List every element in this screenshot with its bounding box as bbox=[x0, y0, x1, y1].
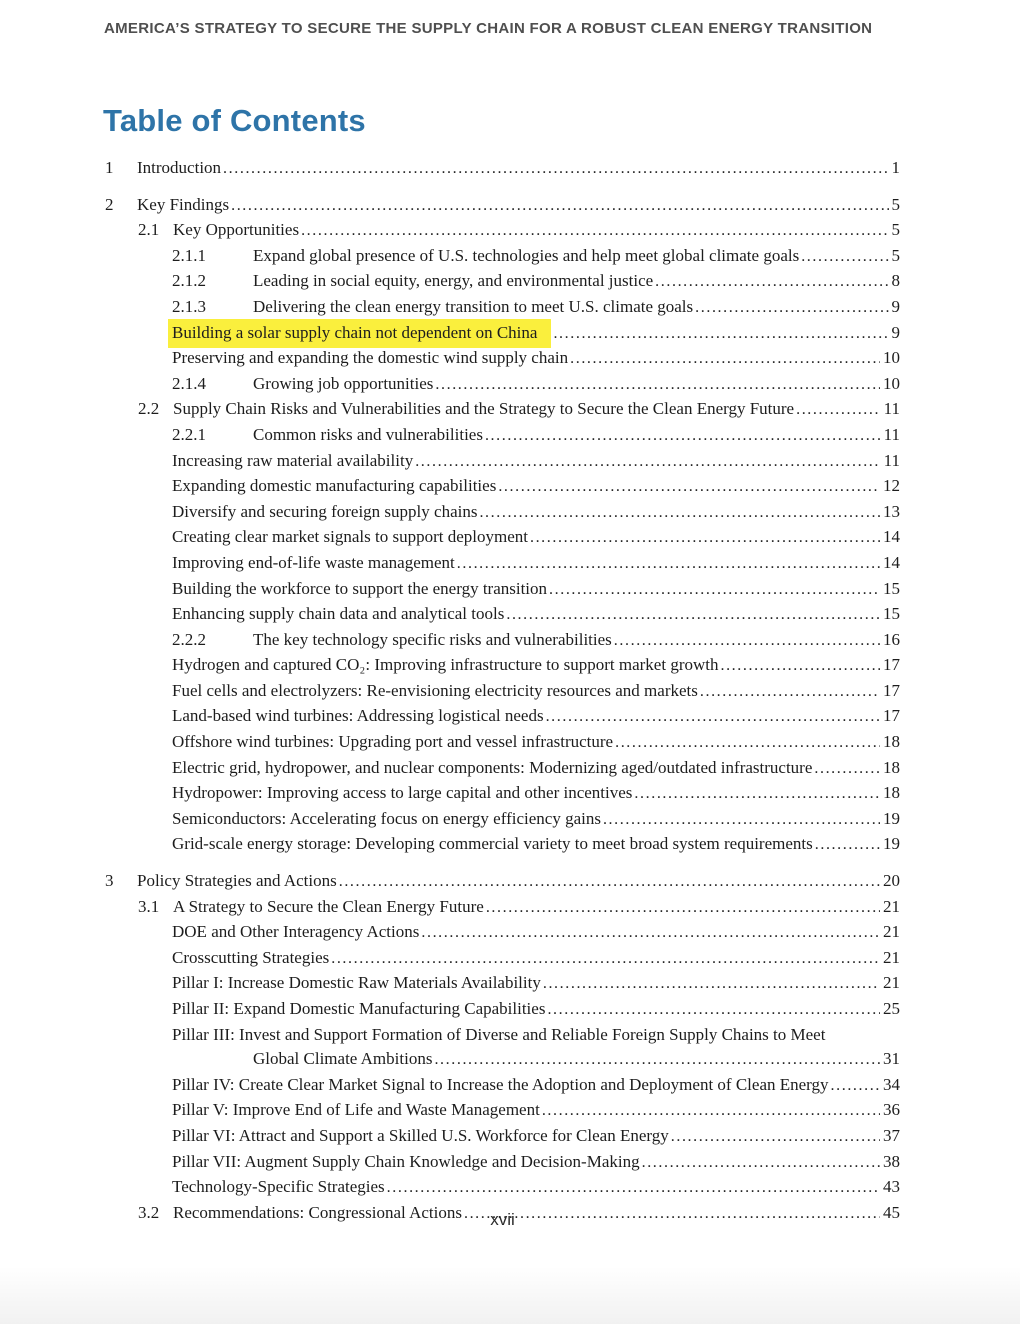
toc-dot-leader bbox=[485, 423, 881, 449]
toc-entry-title: Building the workforce to support the energy transition bbox=[172, 578, 548, 598]
toc-entry-title: Electric grid, hydropower, and nuclear components: Modernizing aged/outdated infrastructure bbox=[172, 757, 813, 777]
toc-entry-row bbox=[172, 1023, 900, 1048]
toc-dot-leader bbox=[642, 1150, 880, 1176]
toc-entry[interactable] bbox=[105, 218, 900, 244]
toc-entry-row bbox=[172, 730, 900, 756]
toc-entry-title: Pillar III: Invest and Support Formation of Diverse and Reliable Foreign Supply Chains to Meet bbox=[172, 1024, 826, 1044]
toc-entry-page-number: 31 bbox=[883, 1049, 900, 1069]
toc-entry-title: Delivering the clean energy transition to meet U.S. climate goals bbox=[253, 296, 694, 316]
toc-entry[interactable] bbox=[105, 423, 900, 449]
toc-entry-title: Expanding domestic manufacturing capabilities bbox=[172, 476, 497, 496]
toc-entry-title: A Strategy to Secure the Clean Energy Future bbox=[173, 896, 484, 916]
toc-dot-leader bbox=[614, 628, 880, 654]
toc-dot-leader bbox=[435, 372, 880, 398]
toc-entry-row bbox=[172, 551, 900, 577]
toc-dot-leader bbox=[339, 869, 880, 895]
toc-entry[interactable] bbox=[105, 946, 900, 972]
toc-dot-leader bbox=[387, 1175, 880, 1201]
toc-entry-row bbox=[172, 372, 900, 398]
toc-dot-leader bbox=[603, 807, 880, 833]
toc-entry-row bbox=[172, 449, 900, 475]
toc-entry-number: 2.1.2 bbox=[172, 271, 206, 291]
toc-entry-row bbox=[172, 525, 900, 551]
toc-dot-leader bbox=[506, 602, 880, 628]
toc-entry[interactable] bbox=[105, 895, 900, 921]
toc-dot-leader bbox=[815, 832, 880, 858]
toc-entry-page-number: 10 bbox=[883, 373, 900, 393]
toc-entry-title: Building a solar supply chain not dependent on China bbox=[168, 319, 551, 349]
toc-entry-row bbox=[172, 628, 900, 654]
toc-entry-row bbox=[172, 832, 900, 858]
toc-dot-leader bbox=[223, 156, 888, 182]
toc-entry-title: Introduction bbox=[137, 158, 222, 177]
toc-dot-leader bbox=[546, 704, 880, 730]
toc-dot-leader bbox=[634, 781, 880, 807]
toc-dot-leader bbox=[671, 1124, 880, 1150]
toc-entry-number: 2 bbox=[105, 194, 114, 214]
toc-entry-title: Fuel cells and electrolyzers: Re-envisioning electricity resources and markets bbox=[172, 680, 698, 700]
toc-entry-page-number: 17 bbox=[883, 706, 900, 726]
toc-entry-continuation-title: Global Climate Ambitions bbox=[253, 1049, 433, 1069]
toc-entry-page-number: 15 bbox=[883, 604, 900, 624]
toc-entry-number: 3.1 bbox=[138, 896, 160, 916]
toc-entry-row bbox=[105, 869, 900, 895]
toc-entry[interactable] bbox=[105, 704, 900, 730]
toc-entry[interactable] bbox=[105, 397, 900, 423]
toc-entry-row bbox=[172, 1124, 900, 1150]
toc-entry-row bbox=[172, 346, 900, 372]
toc-entry[interactable] bbox=[105, 920, 900, 946]
toc-entry[interactable] bbox=[105, 971, 900, 997]
toc-entry-title: Expand global presence of U.S. technologies and help meet global climate goals bbox=[253, 245, 800, 265]
toc-entry-title: Diversify and securing foreign supply chains bbox=[172, 501, 478, 521]
toc-entry-row bbox=[172, 704, 900, 730]
toc-entry-page-number: 8 bbox=[891, 271, 900, 291]
toc-dot-leader bbox=[301, 218, 888, 244]
toc-entry[interactable] bbox=[105, 525, 900, 551]
toc-entry-title: Hydropower: Improving access to large capital and other incentives bbox=[172, 783, 633, 803]
toc-entry-page-number: 11 bbox=[883, 424, 900, 444]
toc-entry[interactable] bbox=[105, 1098, 900, 1124]
toc-entry-page-number: 43 bbox=[883, 1177, 900, 1197]
toc-entry[interactable] bbox=[105, 1023, 900, 1073]
toc-entry-row bbox=[172, 269, 900, 295]
toc-entry-page-number: 5 bbox=[891, 194, 900, 214]
toc-entry-row bbox=[172, 1073, 900, 1099]
toc-entry-number: 2.2.1 bbox=[172, 424, 206, 444]
toc-entry[interactable] bbox=[105, 679, 900, 705]
toc-entry-row bbox=[172, 1098, 900, 1124]
page-bottom-shadow bbox=[0, 1266, 1020, 1324]
page-title: Table of Contents bbox=[103, 103, 366, 138]
toc-entry[interactable] bbox=[105, 474, 900, 500]
toc-entry-title: Hydrogen and captured CO₂: Improving infrastructure to support market growth bbox=[172, 655, 719, 675]
toc-entry-row bbox=[172, 602, 900, 628]
toc-entry-title: Pillar II: Expand Domestic Manufacturing Capabilities bbox=[172, 999, 546, 1018]
toc-dot-leader bbox=[796, 397, 881, 423]
toc-entry-page-number: 10 bbox=[883, 348, 900, 368]
toc-entry[interactable] bbox=[105, 653, 900, 679]
toc-dot-leader bbox=[831, 1073, 880, 1099]
toc-dot-leader bbox=[498, 474, 880, 500]
toc-entry[interactable] bbox=[105, 730, 900, 756]
toc-dot-leader bbox=[331, 946, 880, 972]
toc-entry-title: Enhancing supply chain data and analytical tools bbox=[172, 604, 505, 624]
toc-entry-title: Preserving and expanding the domestic wind supply chain bbox=[172, 348, 569, 368]
toc-entry-row bbox=[172, 474, 900, 500]
toc-entry-page-number: 17 bbox=[883, 680, 900, 700]
toc-entry-number: 3 bbox=[105, 871, 114, 891]
toc-entry-number: 2.1 bbox=[138, 220, 160, 240]
toc-entry-row bbox=[172, 807, 900, 833]
toc-entry[interactable] bbox=[105, 807, 900, 833]
toc-entry-row bbox=[172, 1150, 900, 1176]
toc-entry-page-number: 5 bbox=[891, 245, 900, 265]
toc-entry-title: Key Findings bbox=[137, 194, 230, 214]
toc-entry-page-number: 9 bbox=[891, 322, 900, 342]
toc-entry-number: 2.1.4 bbox=[172, 373, 206, 393]
toc-entry[interactable] bbox=[105, 295, 900, 321]
toc-entry-row bbox=[172, 244, 900, 270]
toc-entry-row bbox=[138, 218, 900, 244]
toc-entry-title: Offshore wind turbines: Upgrading port and vessel infrastructure bbox=[172, 732, 614, 752]
toc-dot-leader bbox=[421, 920, 880, 946]
toc-entry-number: 2.1.3 bbox=[172, 296, 206, 316]
toc-entry-page-number: 25 bbox=[883, 999, 900, 1018]
toc-entry[interactable] bbox=[105, 1150, 900, 1176]
toc-entry[interactable] bbox=[105, 372, 900, 398]
toc-dot-leader bbox=[479, 500, 880, 526]
toc-entry-page-number: 20 bbox=[883, 871, 900, 891]
toc-entry-title: Creating clear market signals to support deployment bbox=[172, 527, 528, 547]
toc-entry-row bbox=[172, 997, 900, 1023]
toc-entry-page-number: 11 bbox=[883, 399, 900, 419]
toc-entry-title: Pillar I: Increase Domestic Raw Materials Availability bbox=[172, 973, 541, 993]
toc-dot-leader bbox=[549, 577, 880, 603]
toc-entry-title: Land-based wind turbines: Addressing logistical needs bbox=[172, 706, 544, 726]
toc-entry-page-number: 36 bbox=[883, 1100, 900, 1120]
toc-entry-title: Pillar IV: Create Clear Market Signal to Increase the Adoption and Deployment of Clean Energy bbox=[172, 1074, 829, 1094]
toc-entry-row bbox=[172, 679, 900, 705]
footer-page-number: xvii bbox=[490, 1210, 515, 1229]
toc-entry-title: Improving end-of-life waste management bbox=[172, 552, 455, 572]
toc-entry[interactable] bbox=[105, 551, 900, 577]
toc-dot-leader bbox=[655, 269, 888, 295]
toc-entry-page-number: 19 bbox=[883, 808, 900, 828]
toc-entry-title: The key technology specific risks and vulnerabilities bbox=[253, 629, 612, 649]
toc-entry-row bbox=[105, 193, 900, 219]
toc-entry-page-number: 5 bbox=[891, 220, 900, 240]
toc-entry-page-number: 1 bbox=[891, 158, 900, 177]
toc-dot-leader bbox=[547, 997, 880, 1023]
toc-entry[interactable] bbox=[105, 1073, 900, 1099]
toc-entry-page-number: 21 bbox=[883, 896, 900, 916]
toc-entry-page-number: 18 bbox=[883, 757, 900, 777]
toc-entry-page-number: 14 bbox=[883, 552, 900, 572]
toc-entry-row bbox=[138, 397, 900, 423]
toc-entry-title: Pillar VII: Augment Supply Chain Knowledge and Decision-Making bbox=[172, 1151, 640, 1171]
toc-dot-leader bbox=[542, 1098, 880, 1124]
toc-dot-leader bbox=[814, 756, 880, 782]
running-header: AMERICA’S STRATEGY TO SECURE THE SUPPLY CHAIN FOR A ROBUST CLEAN ENERGY TRANSITION bbox=[104, 20, 873, 37]
toc-entry-number: 2.2 bbox=[138, 399, 160, 419]
toc-entry-number: 3.2 bbox=[138, 1202, 160, 1222]
toc-entry[interactable] bbox=[105, 602, 900, 628]
toc-entry-page-number: 18 bbox=[883, 783, 900, 803]
toc-entry[interactable] bbox=[105, 1175, 900, 1201]
toc-dot-leader bbox=[801, 244, 888, 270]
toc-entry-title: Common risks and vulnerabilities bbox=[253, 424, 483, 444]
toc-entry[interactable] bbox=[105, 269, 900, 295]
toc-entry[interactable] bbox=[105, 869, 900, 895]
toc-entry-row bbox=[172, 971, 900, 997]
toc-entry-page-number: 37 bbox=[883, 1125, 900, 1145]
toc-entry-row bbox=[105, 156, 900, 182]
toc-dot-leader bbox=[700, 679, 880, 705]
toc-entry-page-number: 15 bbox=[883, 578, 900, 598]
toc-dot-leader bbox=[553, 321, 888, 347]
toc-entry-row bbox=[172, 500, 900, 526]
toc-entry[interactable] bbox=[105, 577, 900, 603]
toc-entry-page-number: 9 bbox=[891, 296, 900, 316]
toc-dot-leader bbox=[530, 525, 880, 551]
toc-entry[interactable] bbox=[105, 244, 900, 270]
toc-entry-page-number: 16 bbox=[883, 629, 900, 649]
toc-entry-number: 1 bbox=[105, 158, 114, 177]
toc-entry-page-number: 17 bbox=[883, 655, 900, 675]
toc-entry-page-number: 21 bbox=[883, 973, 900, 993]
toc-entry[interactable] bbox=[105, 156, 900, 182]
toc-dot-leader bbox=[570, 346, 880, 372]
toc-entry-page-number: 12 bbox=[883, 476, 900, 496]
toc-list bbox=[105, 156, 900, 1226]
toc-entry-title: DOE and Other Interagency Actions bbox=[172, 922, 420, 942]
toc-entry-title: Growing job opportunities bbox=[253, 373, 434, 393]
toc-entry-title: Key Opportunities bbox=[173, 220, 300, 240]
toc-entry-title: Grid-scale energy storage: Developing commercial variety to meet broad system requirements bbox=[172, 834, 813, 854]
toc-dot-leader bbox=[720, 653, 880, 679]
toc-entry-title: Increasing raw material availability bbox=[172, 450, 414, 470]
toc-dot-leader bbox=[415, 449, 880, 475]
toc-dot-leader bbox=[434, 1047, 880, 1073]
toc-entry[interactable] bbox=[105, 321, 900, 347]
toc-entry[interactable] bbox=[105, 346, 900, 372]
toc-entry-page-number: 45 bbox=[883, 1202, 900, 1222]
toc-dot-leader bbox=[543, 971, 880, 997]
toc-entry-title: Leading in social equity, energy, and environmental justice bbox=[253, 271, 654, 291]
toc-entry[interactable] bbox=[105, 832, 900, 858]
toc-entry-row bbox=[172, 1175, 900, 1201]
toc-dot-leader bbox=[231, 193, 888, 219]
toc-entry-continuation-row bbox=[172, 1047, 900, 1073]
toc-entry-row bbox=[172, 781, 900, 807]
toc-entry-title: Recommendations: Congressional Actions bbox=[173, 1202, 462, 1222]
toc-entry-number: 2.2.2 bbox=[172, 629, 206, 649]
toc-entry[interactable] bbox=[105, 781, 900, 807]
toc-entry-row bbox=[172, 653, 900, 679]
toc-entry-page-number: 21 bbox=[883, 947, 900, 967]
toc-entry-page-number: 14 bbox=[883, 527, 900, 547]
toc-entry-title: Semiconductors: Accelerating focus on energy efficiency gains bbox=[172, 808, 601, 828]
toc-entry-row bbox=[172, 946, 900, 972]
toc-entry[interactable] bbox=[105, 500, 900, 526]
toc-entry-row bbox=[172, 423, 900, 449]
toc-entry[interactable] bbox=[105, 1124, 900, 1150]
toc-entry-title: Crosscutting Strategies bbox=[172, 947, 330, 967]
toc-entry-row bbox=[172, 295, 900, 321]
toc-entry-row bbox=[172, 756, 900, 782]
toc-entry-page-number: 19 bbox=[883, 834, 900, 854]
toc-entry-page-number: 38 bbox=[883, 1151, 900, 1171]
toc-dot-leader bbox=[615, 730, 880, 756]
toc-entry-page-number: 18 bbox=[883, 732, 900, 752]
toc-entry[interactable] bbox=[105, 756, 900, 782]
toc-entry-row bbox=[172, 920, 900, 946]
toc-entry-row bbox=[172, 321, 900, 347]
toc-entry-row bbox=[172, 577, 900, 603]
toc-dot-leader bbox=[457, 551, 880, 577]
toc-entry-title: Policy Strategies and Actions bbox=[137, 871, 337, 891]
toc-dot-leader bbox=[486, 895, 880, 921]
toc-entry-title: Technology-Specific Strategies bbox=[172, 1177, 385, 1197]
toc-dot-leader bbox=[695, 295, 888, 321]
toc-entry-title: Pillar V: Improve End of Life and Waste Management bbox=[172, 1100, 540, 1120]
toc-entry-title: Supply Chain Risks and Vulnerabilities and the Strategy to Secure the Clean Energy Future bbox=[173, 399, 795, 419]
toc-entry[interactable] bbox=[105, 449, 900, 475]
toc-entry-page-number: 34 bbox=[883, 1074, 900, 1094]
toc-entry[interactable] bbox=[105, 193, 900, 219]
toc-entry-page-number: 11 bbox=[883, 450, 900, 470]
toc-entry-number: 2.1.1 bbox=[172, 245, 206, 265]
toc-entry-title: Pillar VI: Attract and Support a Skilled U.S. Workforce for Clean Energy bbox=[172, 1125, 669, 1145]
toc-entry[interactable] bbox=[105, 628, 900, 654]
toc-entry-page-number: 21 bbox=[883, 922, 900, 942]
toc-entry-page-number: 13 bbox=[883, 501, 900, 521]
toc-entry-row bbox=[138, 895, 900, 921]
toc-entry[interactable] bbox=[105, 997, 900, 1023]
